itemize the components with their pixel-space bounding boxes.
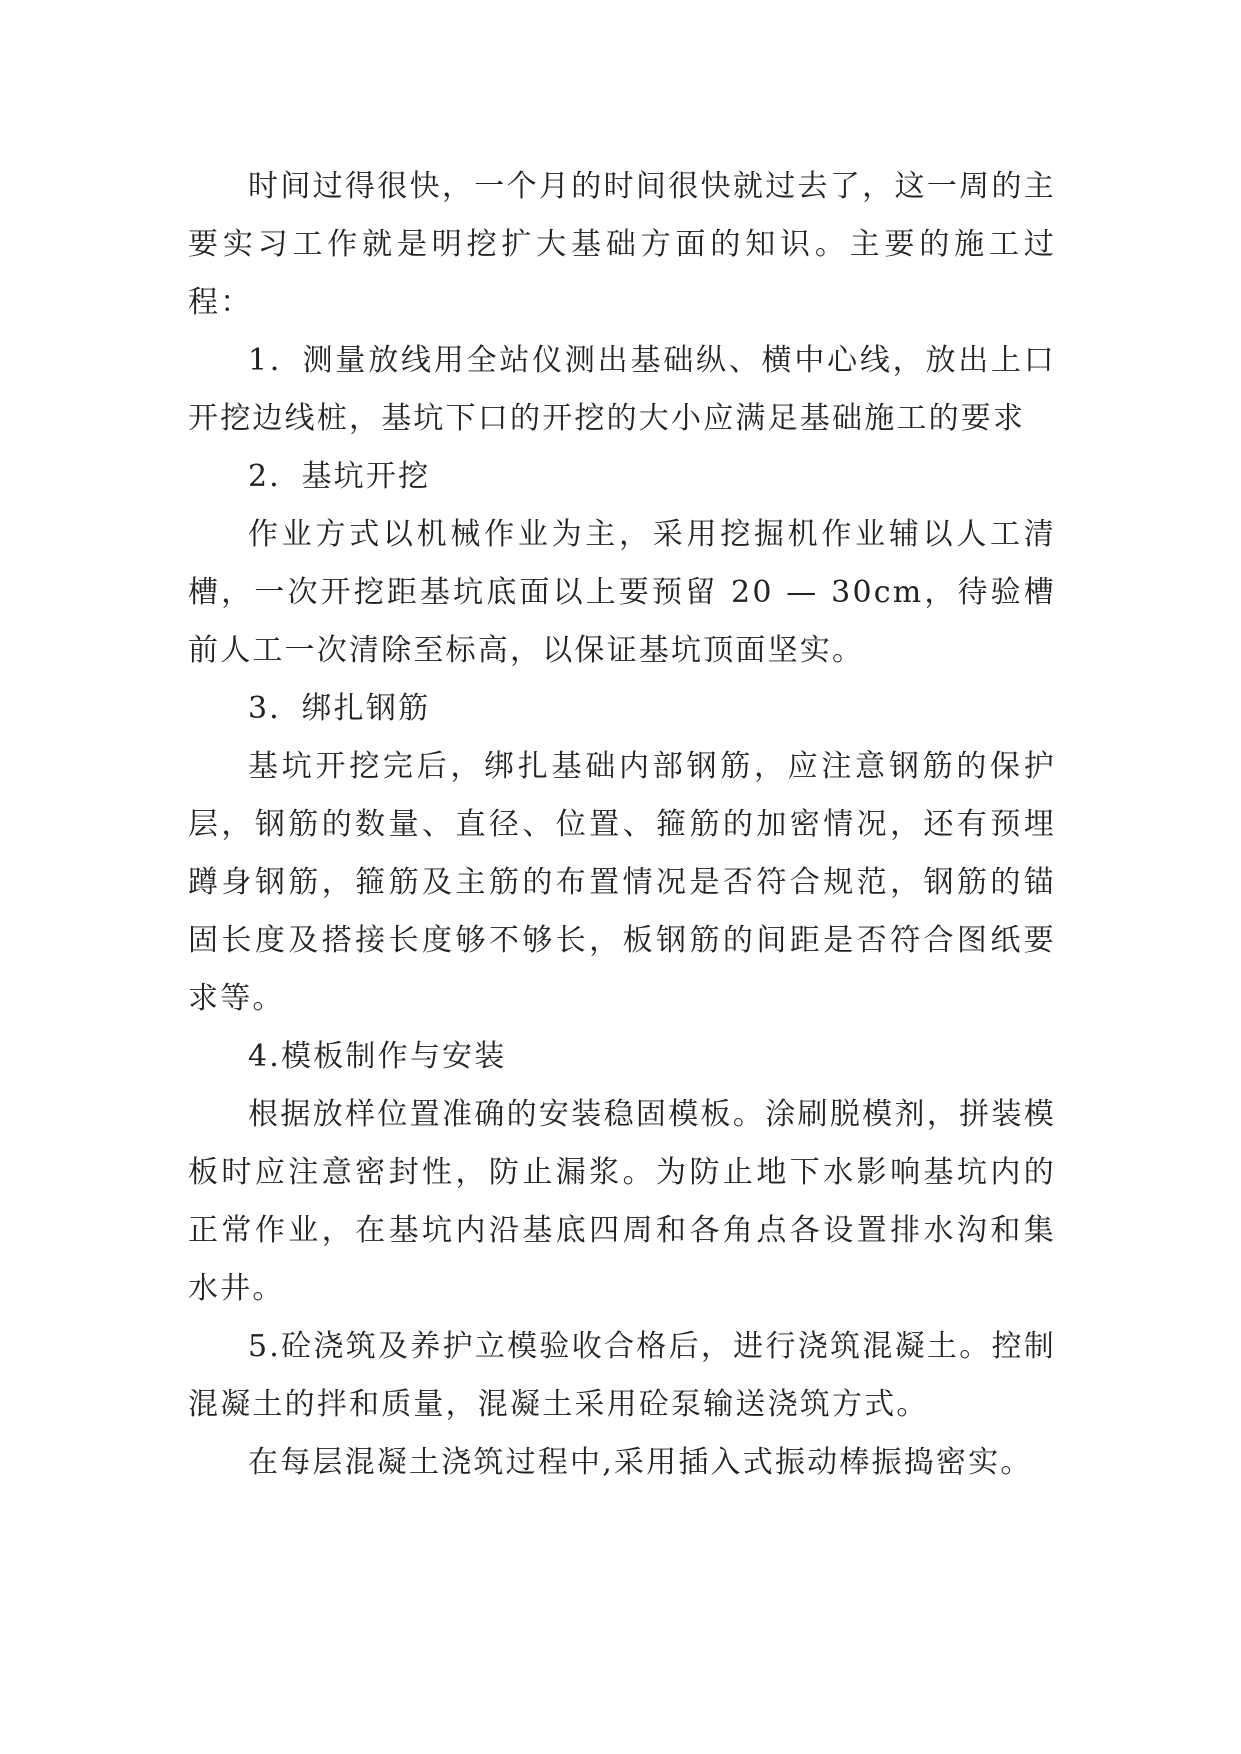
paragraph-intro: 时间过得很快，一个月的时间很快就过去了，这一周的主要实习工作就是明挖扩大基础方面的知识。主要的施工过程： bbox=[188, 169, 1056, 320]
paragraph-excavation-method: 作业方式以机械作业为主，采用挖掘机作业辅以人工清槽，一次开挖距基坑底面以上要预留 20 — 30cm，待验槽前人工一次清除至标高，以保证基坑顶面坚实。 bbox=[188, 517, 1056, 668]
paragraph-rebar-details: 基坑开挖完后，绑扎基础内部钢筋，应注意钢筋的保护层，钢筋的数量、直径、位置、箍筋的加密情况，还有预埋蹲身钢筋，箍筋及主筋的布置情况是否符合规范，钢筋的锚固长度及搭接长度够不够长，板钢筋的间距是否符合图纸要求等。 bbox=[188, 749, 1056, 1016]
paragraph-vibration: 在每层混凝土浇筑过程中,采用插入式振动棒振捣密实。 bbox=[248, 1445, 1033, 1480]
document-page bbox=[188, 158, 1056, 1492]
heading-step-3-rebar: 3．绑扎钢筋 bbox=[248, 691, 431, 726]
paragraph-formwork-details: 根据放样位置准确的安装稳固模板。涂刷脱模剂，拼装模板时应注意密封性，防止漏浆。为防止地下水影响基坑内的正常作业，在基坑内沿基底四周和各角点各设置排水沟和集水井。 bbox=[188, 1097, 1056, 1306]
paragraph-step-1-survey: 1．测量放线用全站仪测出基础纵、横中心线，放出上口开挖边线桩，基坑下口的开挖的大小应满足基础施工的要求 bbox=[188, 343, 1056, 436]
heading-step-4-formwork: 4.模板制作与安装 bbox=[248, 1039, 507, 1074]
paragraph-step-5-concrete: 5.砼浇筑及养护立模验收合格后，进行浇筑混凝土。控制混凝土的拌和质量，混凝土采用砼泵输送浇筑方式。 bbox=[188, 1329, 1056, 1422]
heading-step-2-excavation: 2．基坑开挖 bbox=[248, 459, 431, 494]
